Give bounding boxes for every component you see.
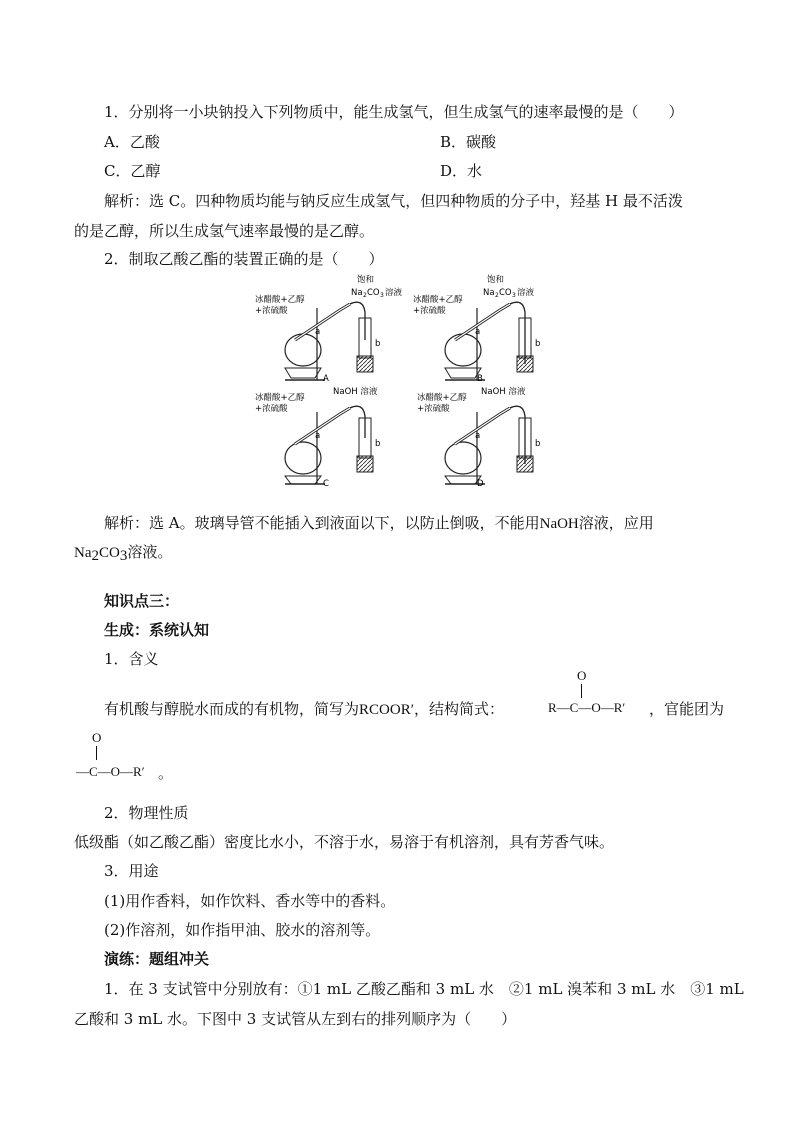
panel-b-reagent1: 冰醋酸+乙醇 [413,295,463,305]
panel-b-reagent2: +浓硫酸 [413,306,446,316]
q2-analysis-mid: 溶液，应用 [578,514,654,532]
physical-properties-text: 低级酯（如乙酸乙酯）密度比水小，不溶于水，易溶于有机溶剂，具有芳香气味。 [74,833,615,851]
use-item-1: (1)用作香料，如作饮料、香水等中的香料。 [104,892,396,910]
panel-a-na2co3-na: Na [351,288,363,298]
section-subtitle: 生成：系统认知 [104,621,210,639]
struct2-end: 。 [158,764,174,782]
q1-option-b: B．碳酸 [440,133,497,151]
panel-c-reagent1: 冰醋酸+乙醇 [255,393,305,403]
heading-uses: 3．用途 [104,862,159,880]
definition-formula: RCOOR′ [359,702,414,718]
panel-b-na2co3-sub2: 2 [495,292,499,299]
panel-b-saturated: 饱和 [487,275,505,285]
panel-a-na2co3-co: CO [367,288,380,298]
q1-option-d: D．水 [440,162,483,180]
panel-c-tube-b: b [375,439,381,449]
q2-analysis-line2 [74,541,172,567]
definition-mid: ，结构简式： [413,700,504,718]
use-item-2: (2)作溶剂，如作指甲油、胶水的溶剂等。 [104,921,381,939]
panel-b-tube-b: b [535,339,541,349]
q2-analysis-line1 [104,512,654,535]
q1-stem: 1．分别将一小块钠投入下列物质中，能生成氢气，但生成氢气的速率最慢的是（ ） [104,103,684,121]
panel-a-tube-a: a [315,327,321,337]
panel-d-naoh: NaOH 溶液 [481,387,526,397]
panel-a-na2co3-sub3: 3 [380,292,384,299]
apparatus-figure [255,268,555,486]
practice-heading: 演练：题组冲关 [104,950,210,968]
panel-b-na2co3-na: Na [483,288,495,298]
panel-a-label: A [323,374,329,384]
apparatus-panel-c [255,386,380,486]
panel-d-tube-a: a [475,431,481,441]
struct2-oxygen: O [92,730,102,745]
q1-analysis-line2: 的是乙醇，所以生成氢气速率最慢的是乙醇。 [74,222,375,240]
q1-option-a: A．乙酸 [104,133,160,151]
practice-q1-line2: 乙酸和 3 mL 水。下图中 3 支试管从左到右的排列顺序为（ ） [74,1010,517,1028]
panel-c-naoh: NaOH 溶液 [333,387,378,397]
struct1-chain: R—C—O—R′ [548,700,626,715]
panel-d-tube-b: b [535,439,541,449]
apparatus-diagram [255,268,555,486]
apparatus-panel-b [413,274,540,384]
apparatus-panel-d [417,386,540,486]
panel-b-label: B [477,374,483,384]
q2-stem: 2．制取乙酸乙酯的装置正确的是（ ） [104,250,384,268]
panel-a-reagent2: +浓硫酸 [255,306,288,316]
q2-analysis-na: Na [74,545,92,561]
ester-structure-formula [548,668,658,718]
struct2-chain: —C—O—R′ [76,764,145,779]
definition-post: ，官能团为 [649,700,725,718]
panel-d-reagent1: 冰醋酸+乙醇 [417,393,467,403]
panel-a-na2co3-sub2: 2 [363,292,367,299]
panel-a-reagent1: 冰醋酸+乙醇 [255,295,305,305]
panel-a-solution: 溶液 [385,288,403,298]
q2-analysis-end: 溶液。 [127,543,173,561]
panel-c-reagent2: +浓硫酸 [255,404,288,414]
q1-analysis-line1: 解析：选 C。四种物质均能与钠反应生成氢气，但四种物质的分子中，羟基 H 最不活泼 [104,192,683,210]
panel-d-label: D [477,479,484,486]
panel-c-tube-a: a [315,431,321,441]
panel-b-na2co3-sub3: 3 [512,292,516,299]
panel-a-saturated: 饱和 [357,275,375,285]
section-title: 知识点三： [104,592,180,610]
heading-physical-properties: 2．物理性质 [104,804,189,822]
panel-b-tube-a: a [475,327,481,337]
q2-analysis-co: CO [99,545,120,561]
panel-c-label: C [323,479,329,486]
panel-b-solution: 溶液 [517,288,535,298]
struct1-oxygen: O [577,668,587,683]
definition-pre: 有机酸与醇脱水而成的有机物，简写为 [104,700,360,718]
q2-analysis-pre: 解析：选 A。玻璃导管不能插入到液面以下，以防止倒吸，不能用 [104,514,540,532]
q2-analysis-sub3: 3 [119,548,128,564]
heading-meaning: 1．含义 [104,650,159,668]
panel-a-tube-b: b [375,339,381,349]
struct2-double-bond [96,746,97,760]
panel-b-na2co3-co: CO [499,288,512,298]
definition-line [104,698,504,721]
q2-analysis-naoh: NaOH [539,516,579,532]
apparatus-panel-a [255,274,403,384]
q2-analysis-sub2: 2 [91,548,99,564]
struct1-double-bond [581,684,582,698]
panel-d-reagent2: +浓硫酸 [417,404,450,414]
practice-q1-line1: 1．在 3 支试管中分别放有：①1 mL 乙酸乙酯和 3 mL 水 ②1 mL 溴苯和 3 mL 水 ③1 mL [104,980,744,998]
q1-option-c: C．乙醇 [104,162,161,180]
